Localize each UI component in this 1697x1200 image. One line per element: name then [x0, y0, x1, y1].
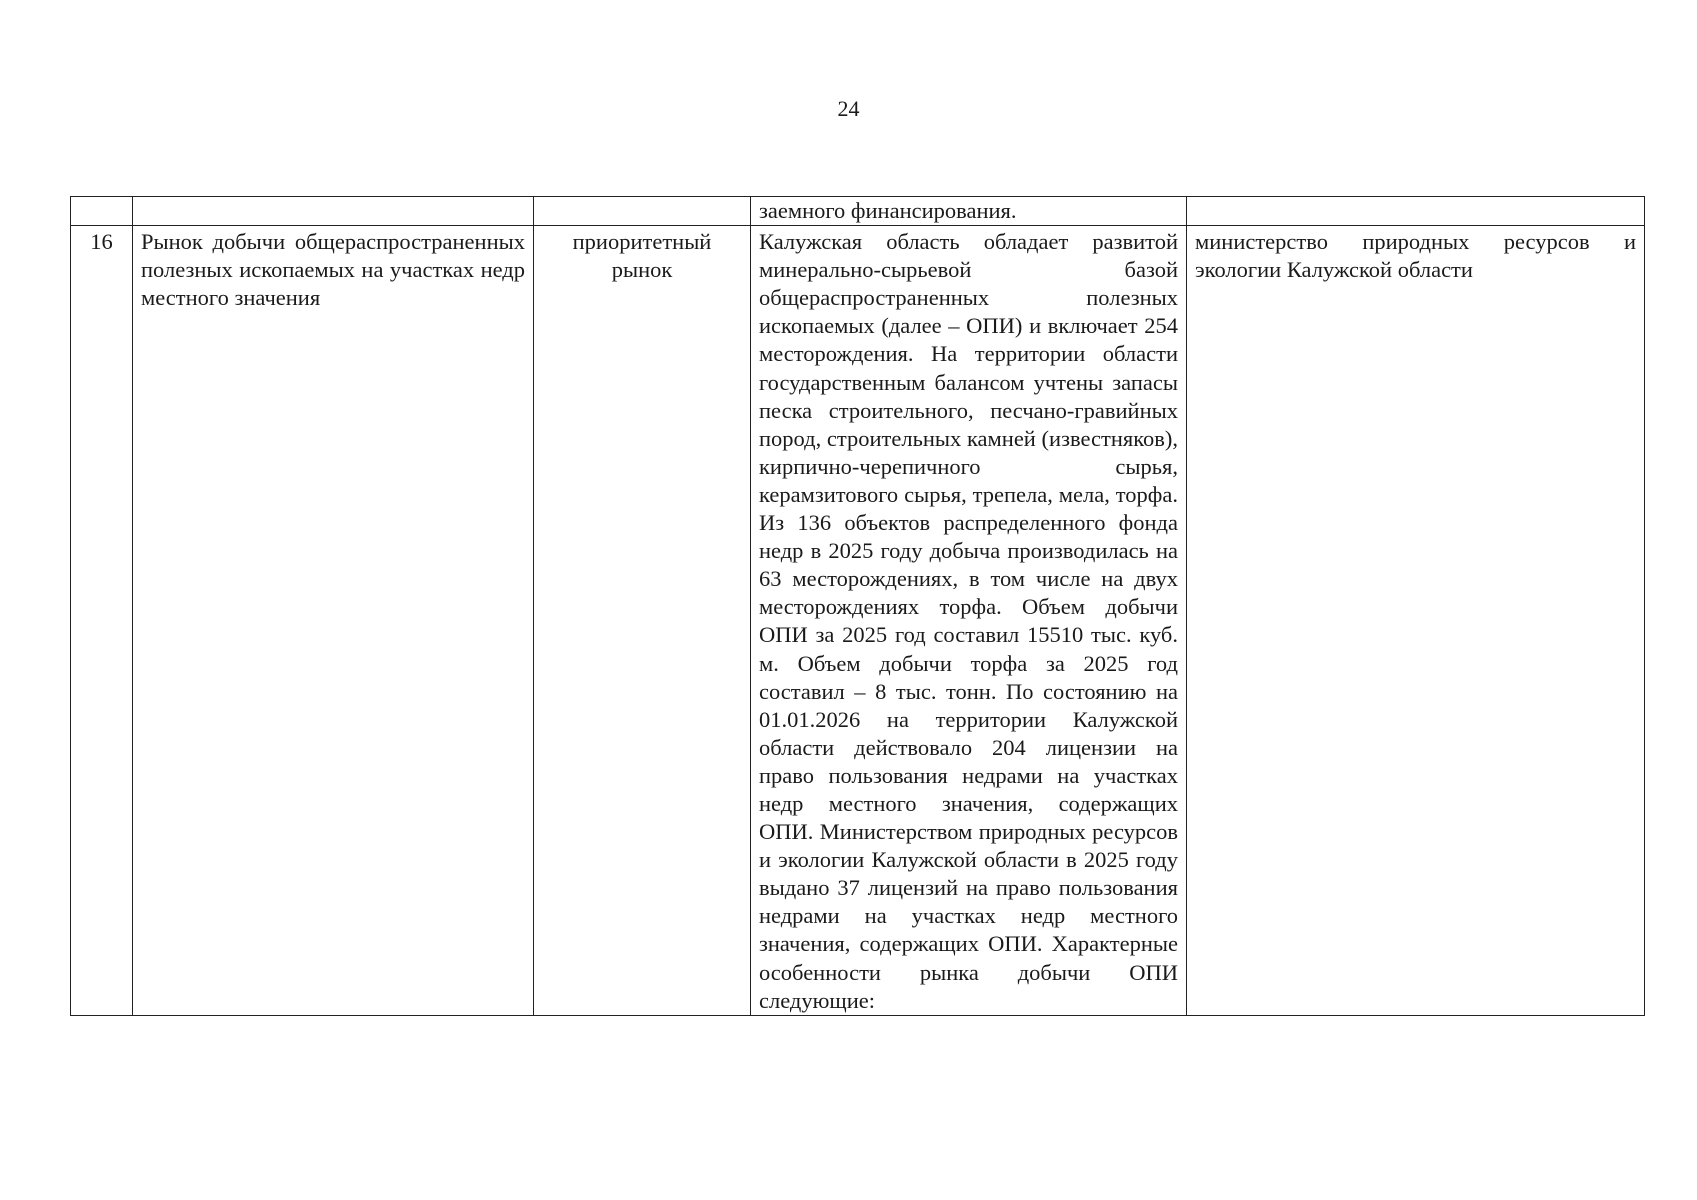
market-name: Рынок добычи общераспространенных полезных ископаемых на участках недр местного значения	[133, 226, 534, 1016]
cell-responsible-empty	[1187, 197, 1645, 226]
table-row	[71, 226, 1645, 1016]
responsible-body: министерство природных ресурсов и экологии Калужской области	[1187, 226, 1645, 1016]
market-description: Калужская область обладает развитой минерально-сырьевой базой общераспространенных полезных ископаемых (далее – ОПИ) и включает 254 месторождения. На территории области государственным балансом учтены запасы песка строительного, песчано-гравийных пород, строительных камней (известняков), кирпично-черепичного сырья, керамзитового сырья, трепела, мела, торфа. Из 136 объектов распределенного фонда недр в 2025 году добыча производилась на 63 месторождениях, в том числе на двух месторождениях торфа. Объем добычи ОПИ за 2025 год составил 15510 тыс. куб. м. Объем добычи торфа за 2025 год составил – 8 тыс. тонн. По состоянию на 01.01.2026 на территории Калужской области действовало 204 лицензии на право пользования недрами на участках недр местного значения, содержащих ОПИ. Министерством природных ресурсов и экологии Калужской области в 2025 году выдано 37 лицензий на право пользования недрами на участках недр местного значения, содержащих ОПИ. Характерные особенности рынка добычи ОПИ следующие:	[751, 226, 1187, 1016]
table-row-continuation	[71, 197, 1645, 226]
market-status: приоритетный рынок	[534, 226, 751, 1016]
cell-description-continuation: заемного финансирования.	[751, 197, 1187, 226]
market-table	[70, 196, 1645, 1016]
cell-number-empty	[71, 197, 133, 226]
cell-market-name-empty	[133, 197, 534, 226]
page-number: 24	[837, 96, 860, 121]
cell-status-empty	[534, 197, 751, 226]
row-number: 16	[71, 226, 133, 1016]
